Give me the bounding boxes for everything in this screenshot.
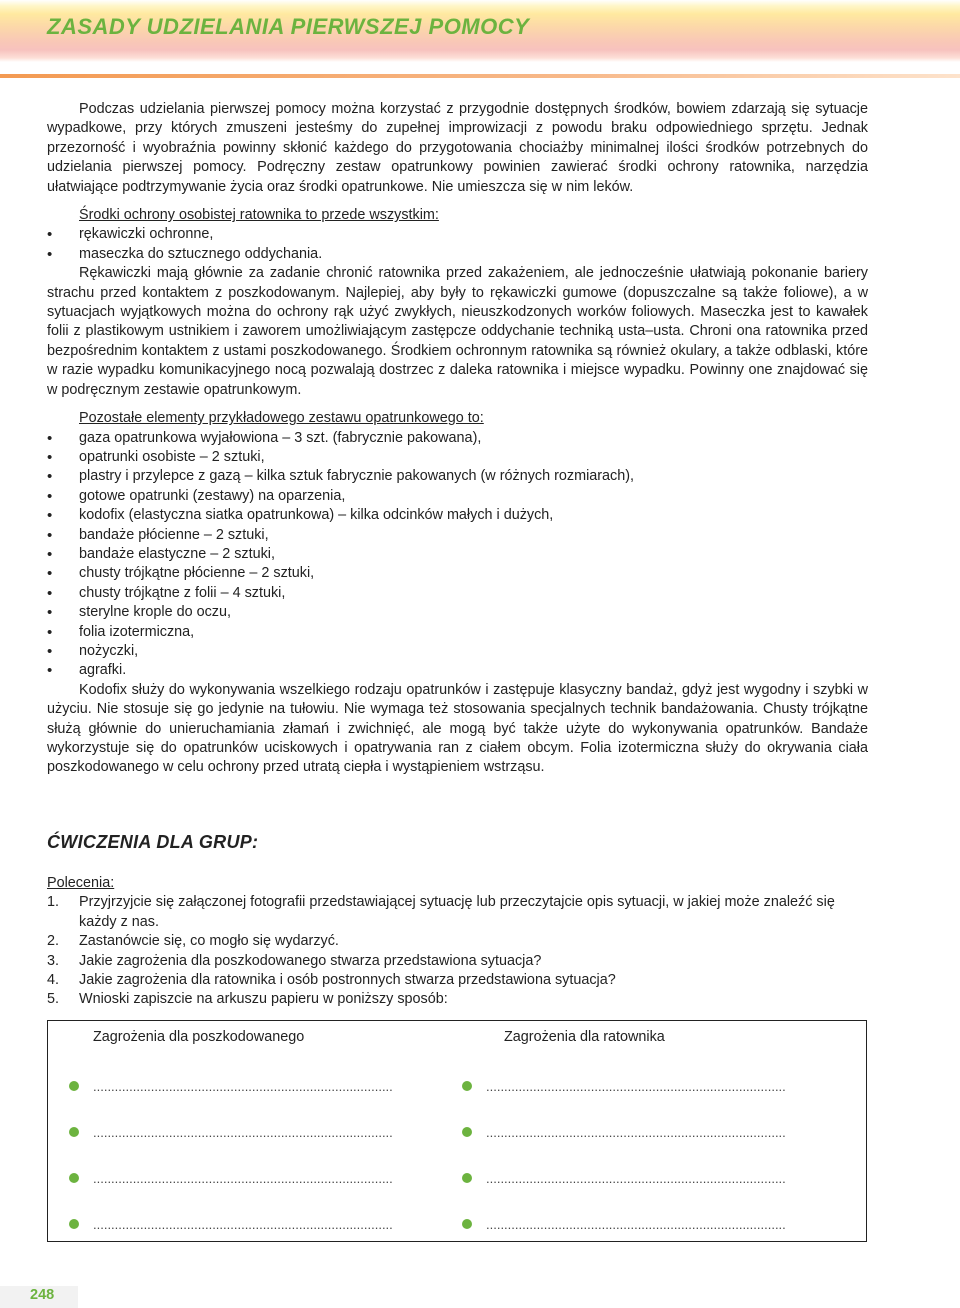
list-item: • bandaże elastyczne – 2 sztuki, [47,545,868,564]
bullet-icon [462,1173,472,1183]
list-item: • kodofix (elastyczna siatka opatrunkowa) – kilka odcinków małych i dużych, [47,506,868,525]
bullet-icon [69,1081,79,1091]
page-title: ZASADY UDZIELANIA PIERWSZEJ POMOCY [47,14,530,39]
tasks-list [47,893,868,1009]
worksheet-table [47,1020,867,1242]
task-text: Przyjrzyjcie się załączonej fotografii przedstawiającej sytuację lub przeczytajcie opis sytuacji, w jakiej może znaleźć się każdy z nas. [79,894,835,930]
fill-line[interactable] [69,1125,393,1140]
list-item: • chusty trójkątne z folii – 4 sztuki, [47,584,868,603]
list-item: • chusty trójkątne płócienne – 2 sztuki, [47,564,868,583]
kit-list [47,429,868,681]
task-number: 2. [47,933,60,950]
dotted-line: ................................................................................... [486,1125,786,1140]
dotted-line: ................................................................................... [486,1079,786,1094]
column-header-rescuer: Zagrożenia dla ratownika [504,1029,665,1045]
fill-line[interactable] [69,1217,393,1232]
task-item [47,971,868,990]
task-item [47,932,868,951]
kodofix-paragraph: Kodofix służy do wykonywania wszelkiego rodzaju opatrunków i zastępuje klasyczny bandaż, gdyż jest wygodny i szybki w użyciu. Nie stosuje się go jedynie na tułowiu. Nie wymaga też stosowania specjalnych technik bandażowania. Chusty trójkątne służą głównie do unieruchamiania złamań i zwichnięć, ale mogą być także użyte do wykonywania opatrunków. Bandaże wykorzystuje się do opatrunków uciskowych i opatrywania ran z ciałem obcym. Folia izotermiczna służy do okrywania ciała poszkodowanego w celu ochrony przed utratą ciepła i wystąpieniem wstrząsu. [47,681,868,776]
bullet-icon [69,1219,79,1229]
list-item: • plastry i przylepce z gazą – kilka sztuk fabrycznie pakowanych (w różnych rozmiarach), [47,467,868,486]
task-text: Zastanówcie się, co mogło się wydarzyć. [79,933,339,950]
exercises-section [47,874,868,1010]
list-item: • sterylne krople do oczu, [47,603,868,622]
list-item: • gotowe opatrunki (zestawy) na oparzenia, [47,487,868,506]
page-number-box [0,1286,78,1308]
list-item: • maseczka do sztucznego oddychania. [47,245,868,264]
list-item: • nożyczki, [47,642,868,661]
main-content [47,100,868,778]
page-number: 248 [30,1287,55,1303]
list-item: • opatrunki osobiste – 2 sztuki, [47,448,868,467]
task-text: Jakie zagrożenia dla ratownika i osób postronnych stwarza przedstawiona sytuacja? [79,972,616,989]
list-item: • gaza opatrunkowa wyjałowiona – 3 szt. (fabrycznie pakowana), [47,429,868,448]
task-text: Jakie zagrożenia dla poszkodowanego stwarza przedstawiona sytuacja? [79,952,542,969]
fill-line[interactable] [69,1079,393,1094]
header-stripe [0,74,960,78]
column-header-victim: Zagrożenia dla poszkodowanego [93,1029,305,1045]
kit-heading: Pozostałe elementy przykładowego zestawu opatrunkowego to: [79,410,484,427]
task-number: 4. [47,972,60,989]
bullet-icon [69,1173,79,1183]
bullet-icon [462,1127,472,1137]
fill-line[interactable] [69,1171,393,1186]
dotted-line: ................................................................................... [93,1171,393,1186]
list-item: • rękawiczki ochronne, [47,225,868,244]
fill-line[interactable] [462,1217,786,1232]
intro-paragraph: Podczas udzielania pierwszej pomocy można korzystać z przygodnie dostępnych środków, bowiem zdarzają się sytuacje wypadkowe, przy których zmuszeni jesteśmy do zupełnej improwizacji z powodu braku odpowiedniego sprzętu. Jednak przezorność i wyobraźnia powinny skłonić każdego do przygotowania chociażby minimalnej ilości środków potrzebnych do udzielania pierwszej pomocy. Podręczny zestaw opatrunkowy powinien zawierać środki ochrony ratownika, narzędzia ułatwiające podtrzymywanie życia oraz środki opatrunkowe. Nie umieszcza się w nim leków. [47,101,868,195]
gloves-paragraph: Rękawiczki mają głównie za zadanie chronić ratownika przed zakażeniem, ale jednocześnie ułatwiają pokonanie bariery strachu przed kontaktem z poszkodowanym. Najlepiej, aby były to rękawiczki gumowe (dopuszczalne są także foliowe), a w sytuacjach wyjątkowych można do ochrony rąk użyć zwykłych, nieuszkodzonych worków foliowych. Maseczka jest to kawałek folii z plastikowym ustnikiem i zaworem umożliwiającym zastępcze oddychanie techniką usta–usta. Chroni ona ratownika przed bezpośrednim kontaktem z ustami poszkodowanego. Środkiem ochronnym ratownika są również okulary, a także odblaski, które w razie wypadku komunikacyjnego nocą pozwalają dostrzec z daleka ratownika i miejsce wypadku. Powinny one znajdować się w podręcznym zestawie opatrunkowym. [47,265,868,398]
dotted-line: ................................................................................... [93,1125,393,1140]
list-item: • bandaże płócienne – 2 sztuki, [47,526,868,545]
bullet-icon [462,1081,472,1091]
dotted-line: ................................................................................... [486,1171,786,1186]
fill-line[interactable] [462,1079,786,1094]
list-item: • agrafki. [47,661,868,680]
fill-line[interactable] [462,1171,786,1186]
exercises-title: ĆWICZENIA DLA GRUP: [47,832,259,852]
dotted-line: ................................................................................... [93,1217,393,1232]
task-text: Wnioski zapiszcie na arkuszu papieru w poniższy sposób: [79,991,448,1008]
task-item [47,990,868,1009]
protection-list [47,225,868,264]
list-item: • folia izotermiczna, [47,623,868,642]
task-item [47,952,868,971]
task-item [47,893,868,932]
task-number: 3. [47,952,60,969]
dotted-line: ................................................................................... [486,1217,786,1232]
task-number: 1. [47,894,60,911]
protection-heading: Środki ochrony osobistej ratownika to przede wszystkim: [79,207,439,224]
bullet-icon [69,1127,79,1137]
bullet-icon [462,1219,472,1229]
dotted-line: ................................................................................... [93,1079,393,1094]
task-number: 5. [47,991,60,1008]
fill-line[interactable] [462,1125,786,1140]
tasks-label: Polecenia: [47,875,115,891]
